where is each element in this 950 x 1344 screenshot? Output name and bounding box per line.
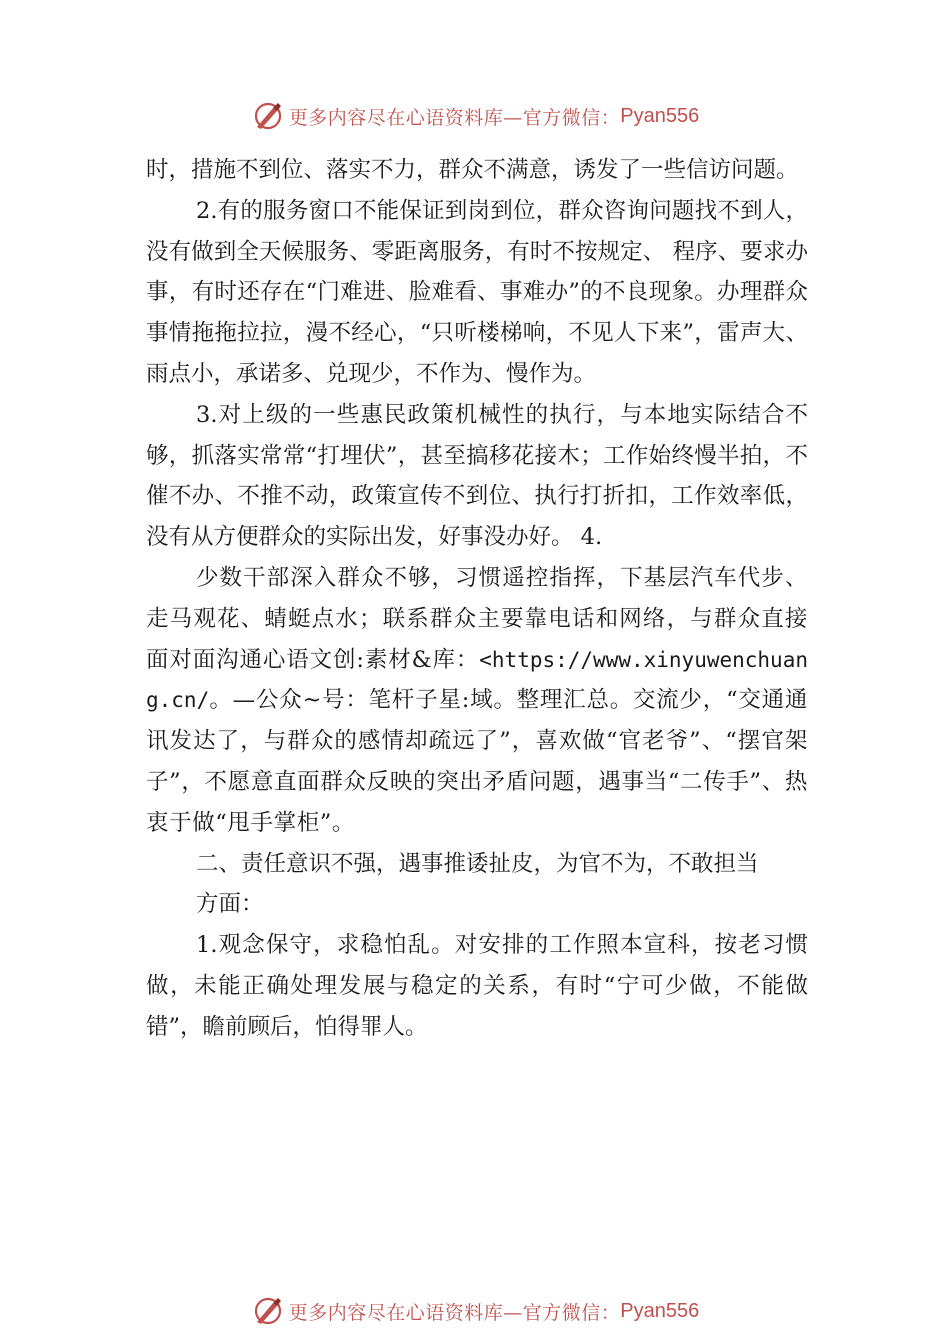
footer-banner — [0, 1291, 950, 1331]
paragraph-3: 3.对上级的一些惠民政策机械性的执行，与本地实际结合不够，抓落实常常“打埋伏”，甚至搞移花接木；工作始终慢半拍，不催不办、不推不动，政策宣传不到位、执行打折扣，工作效率低，没有从方便群众的实际出发，好事没办好。 4. — [146, 401, 808, 551]
paragraph-4-text-b: 。—公众~号：笔杆子星:域。整理汇总。交流少，“交通通讯发达了，与群众的感情却疏远了”，喜欢做“官老爷”、“摆官架子”，不愿意直面群众反映的突出矛盾问题，遇事当“二传手”、热衷于做“甩手掌柜”。 — [146, 687, 808, 836]
footer-banner-text: 更多内容尽在心语资料库—官方微信： — [288, 1301, 621, 1324]
paragraph-1: 时，措施不到位、落实不力，群众不满意，诱发了一些信访问题。 — [146, 157, 799, 183]
header-banner — [0, 96, 950, 136]
pen-logo-icon — [251, 1294, 285, 1328]
footer-banner-wechat-id: Pyan556 — [620, 1299, 700, 1322]
section-heading-2: 二、责任意识不强，遇事推诿扯皮，为官不为，不敢担当 — [196, 850, 759, 877]
paragraph-2: 2.有的服务窗口不能保证到岗到位，群众咨询问题找不到人，没有做到全天候服务、零距离服务，有时不按规定、 程序、要求办事，有时还存在“门难进、脸难看、事难办”的不良现象。办理群众事情拖拖拉拉，漫不经心，“只听楼梯响，不见人下来”，雷声大、雨点小，承诺多、兑现少，不作为、慢作为。 — [146, 197, 808, 387]
header-banner-wechat-id: Pyan556 — [620, 104, 700, 127]
pen-logo-icon — [251, 99, 285, 133]
paragraph-4 — [146, 558, 808, 844]
paragraph-4-url: <https://www.xinyuwenchuang.cn/ — [146, 647, 808, 713]
section-heading-2-suffix: 方面： — [196, 891, 264, 918]
paragraph-4-text-a: 少数干部深入群众不够，习惯遥控指挥，下基层汽车代步、走马观花、蜻蜓点水；联系群众主要靠电话和网络，与群众直接面对面沟通心语文创:素材&库： — [146, 564, 808, 673]
document-body — [146, 150, 808, 1048]
paragraph-5: 1.观念保守，求稳怕乱。对安排的工作照本宣科，按老习惯做，未能正确处理发展与稳定的关系，有时“宁可少做，不能做错”，瞻前顾后，怕得罪人。 — [146, 932, 808, 1040]
header-banner-text: 更多内容尽在心语资料库—官方微信： — [288, 106, 621, 129]
